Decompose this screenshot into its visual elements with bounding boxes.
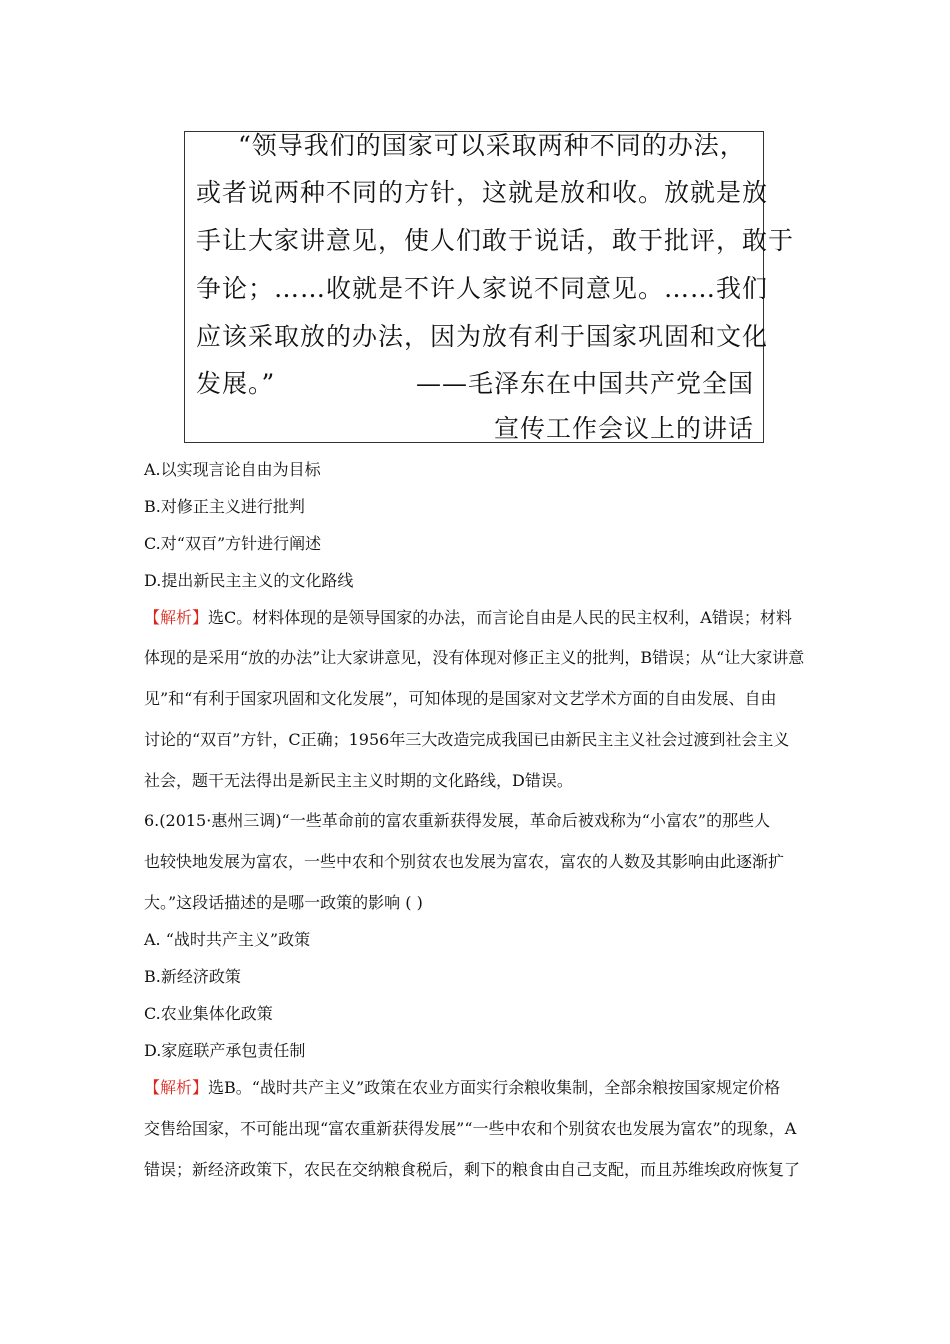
analysis-line: 体现的是采用“放的办法”让大家讲意见，没有体现对修正主义的批判，B错误；从“让大家讲意 — [144, 648, 805, 667]
option-c: C.农业集体化政策 — [144, 1004, 273, 1023]
analysis-text: 选C。材料体现的是领导国家的办法，而言论自由是人民的民主权利，A错误；材料 — [208, 608, 792, 627]
analysis-line: 交售给国家，不可能出现“富农重新获得发展”“一些中农和个别贫农也发展为富农”的现象，A — [144, 1119, 797, 1138]
option-a: A.以实现言论自由为目标 — [144, 460, 321, 479]
quote-line: 应该采取放的办法，因为放有利于国家巩固和文化 — [196, 322, 769, 351]
question-stem: 大。”这段话描述的是哪一政策的影响 ( ) — [144, 893, 423, 912]
question-stem: 6.(2015·惠州三调)“一些革命前的富农重新获得发展，革命后被戏称为“小富农”的那些人 — [144, 811, 771, 830]
analysis-line: 错误；新经济政策下，农民在交纳粮食税后，剩下的粮食由自己支配，而且苏维埃政府恢复了 — [144, 1160, 801, 1179]
analysis-text: 选B。“战时共产主义”政策在农业方面实行余粮收集制，全部余粮按国家规定价格 — [208, 1078, 781, 1097]
option-a: A. “战时共产主义”政策 — [144, 930, 311, 949]
option-d: D.提出新民主主义的文化路线 — [144, 571, 354, 590]
option-b: B.新经济政策 — [144, 967, 241, 986]
quote-line: 或者说两种不同的方针，这就是放和收。放就是放 — [196, 178, 769, 207]
quote-source: 宣传工作会议上的讲话 — [493, 414, 754, 443]
quote-line: “领导我们的国家可以采取两种不同的办法， — [238, 131, 746, 160]
analysis-tag: 【解析】 — [144, 608, 209, 627]
analysis-line — [144, 608, 792, 628]
option-d: D.家庭联产承包责任制 — [144, 1041, 306, 1060]
analysis-line — [144, 1078, 780, 1098]
option-c: C.对“双百”方针进行阐述 — [144, 534, 322, 553]
quote-line: 争论；……收就是不许人家说不同意见。……我们 — [196, 274, 769, 303]
analysis-line: 见”和“有利于国家巩固和文化发展”，可知体现的是国家对文艺学术方面的自由发展、自由 — [144, 689, 777, 708]
quote-source: ——毛泽东在中国共产党全国 — [415, 369, 754, 398]
question-stem: 也较快地发展为富农，一些中农和个别贫农也发展为富农，富农的人数及其影响由此逐渐扩 — [144, 852, 785, 871]
quote-line: 发展。” — [196, 369, 276, 398]
option-b: B.对修正主义进行批判 — [144, 497, 305, 516]
analysis-tag: 【解析】 — [144, 1078, 209, 1097]
quote-line: 手让大家讲意见，使人们敢于说话，敢于批评，敢于 — [196, 226, 795, 255]
analysis-line: 社会，题干无法得出是新民主主义时期的文化路线，D错误。 — [144, 771, 573, 790]
analysis-line: 讨论的“双百”方针，C正确；1956年三大改造完成我国已由新民主主义社会过渡到社会主义 — [144, 730, 790, 749]
